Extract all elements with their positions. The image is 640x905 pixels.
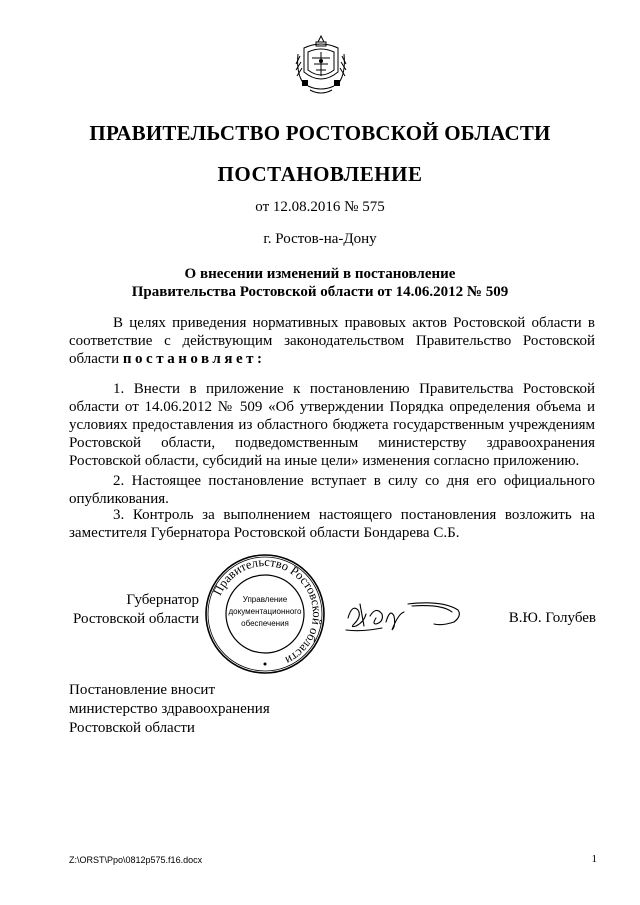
stamp-inner-line-2: документационного: [228, 607, 302, 616]
submitter-note-line-1: Постановление вносит: [69, 682, 216, 698]
submitter-note-line-3: Ростовской области: [69, 720, 195, 736]
official-stamp: [203, 552, 327, 676]
stamp-outer-text: Правительство Ростовской области: [210, 554, 325, 668]
signatory-title-line-1: Губернатор: [126, 592, 199, 608]
handwritten-signature: [342, 596, 466, 636]
resolution-item-3: 3. Контроль за выполнением настоящего постановления возложить на заместителя Губернатора Ростовской области Бондарева С.Б.: [69, 507, 595, 541]
stamp-inner-line-1: Управление: [242, 595, 288, 604]
preamble-paragraph: [69, 314, 595, 368]
decree-word: постановляет:: [122, 351, 266, 367]
document-type-title: ПОСТАНОВЛЕНИЕ: [217, 162, 423, 186]
page-number: 1: [591, 853, 597, 865]
coat-of-arms-icon: [294, 34, 348, 98]
document-city: г. Ростов-на-Дону: [263, 231, 377, 247]
resolution-item-2: 2. Настоящее постановление вступает в силу со дня его официального опубликования.: [69, 473, 595, 507]
document-subject: [0, 265, 640, 301]
subject-line-1: О внесении изменений в постановление: [184, 266, 456, 282]
signatory-name: В.Ю. Голубев: [508, 610, 596, 626]
file-path: Z:\ORST\Ppo\0812p575.f16.docx: [69, 855, 203, 865]
submitter-note: [69, 681, 270, 738]
organization-title: ПРАВИТЕЛЬСТВО РОСТОВСКОЙ ОБЛАСТИ: [89, 121, 551, 145]
document-date-number: от 12.08.2016 № 575: [255, 199, 385, 215]
signatory-title: [69, 591, 199, 629]
submitter-note-line-2: министерство здравоохранения: [69, 701, 270, 717]
stamp-dot: [264, 663, 267, 666]
resolution-item-1: 1. Внести в приложение к постановлению Правительства Ростовской области от 14.06.2012 № 509 «Об утверждении Порядка определения объема и условиях предоставления из областного бюджета государственным учреждениям Ростовской области, подведомственным министерству здравоохранения Ростовской области, субсидий на иные цели» изменения согласно приложению.: [69, 381, 595, 469]
signatory-title-line-2: Ростовской области: [73, 611, 199, 627]
stamp-inner-line-3: обеспечения: [241, 619, 289, 628]
preamble-text: В целях приведения нормативных правовых актов Ростовской области в соответствие с действующим законодательством Правительство Ростовской области: [69, 315, 595, 367]
subject-line-2: Правительства Ростовской области от 14.06.2012 № 509: [131, 284, 509, 300]
